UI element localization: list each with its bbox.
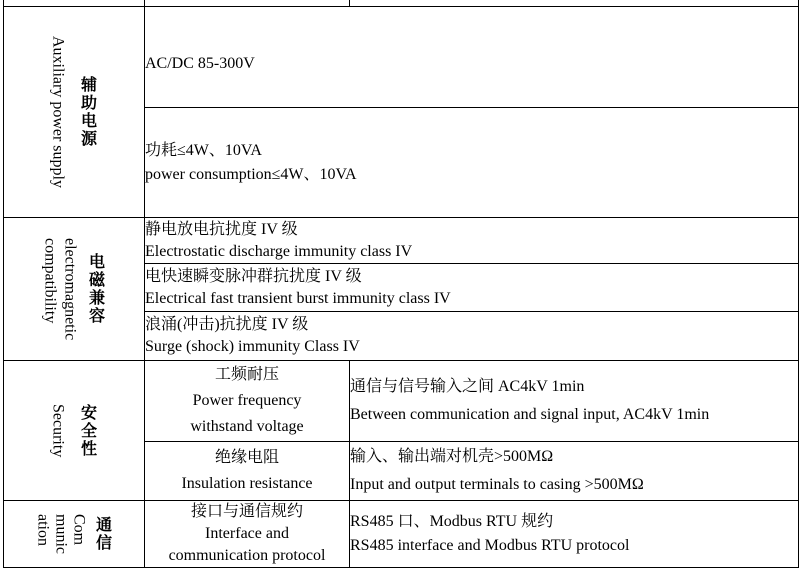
emc-label-en-line1: electromagnetic [61, 237, 79, 341]
communication-label-zh: 通信 [93, 516, 113, 552]
security-sub-1-en-line2: withstand voltage [190, 418, 304, 435]
aux-supply-range: AC/DC 85-300V [145, 55, 255, 72]
table-row-emc-1 [4, 218, 799, 264]
table-row-communication [4, 501, 799, 568]
emc-item-1-zh: 静电放电抗扰度 IV 级 [145, 220, 298, 238]
security-label-en: Security [49, 403, 67, 458]
aux-consumption-en: power consumption≤4W、10VA [145, 165, 357, 183]
comm-label-en-line3: ation [34, 514, 52, 546]
security-value-1-zh: 通信与信号输入之间 AC4kV 1min [350, 378, 585, 395]
table-row-security-1 [4, 361, 799, 442]
aux-power-label-zh: 辅助电源 [78, 76, 98, 148]
security-sub-1-zh: 工频耐压 [214, 366, 279, 383]
security-category [4, 361, 145, 501]
communication-sub-en-line2: communication protocol [168, 547, 326, 564]
communication-value-en: RS485 interface and Modbus RTU protocol [350, 537, 630, 554]
security-sub-1-en-line1: Power frequency [192, 392, 302, 409]
communication-value [350, 501, 799, 568]
comm-label-en-line2: munic [52, 514, 70, 554]
security-label-zh: 安全性 [78, 403, 98, 458]
emc-label-en-line2: compatibility [41, 237, 59, 324]
communication-value-zh: RS485 口、Modbus RTU 规约 [350, 513, 554, 530]
security-sub-2 [145, 442, 350, 501]
security-sub-2-en: Insulation resistance [181, 475, 313, 492]
aux-consumption-zh: 功耗≤4W、10VA [145, 141, 262, 159]
emc-item-2-en: Electrical fast transient burst immunity class IV [145, 289, 451, 307]
communication-sub-en-line1: Interface and [205, 525, 289, 542]
aux-supply-range-cell [145, 7, 799, 108]
communication-sub-zh: 接口与通信规约 [190, 503, 303, 520]
emc-item-2-zh: 电快速瞬变脉冲群抗扰度 IV 级 [145, 267, 362, 285]
aux-power-category [4, 7, 145, 218]
security-sub-2-zh: 绝缘电阻 [214, 449, 279, 466]
communication-category [4, 501, 145, 568]
security-value-2-en: Input and output terminals to casing >500MΩ [350, 476, 644, 493]
emc-item-1-en: Electrostatic discharge immunity class IV [145, 242, 413, 260]
security-sub-1 [145, 361, 350, 442]
emc-item-1 [145, 218, 799, 264]
security-value-1-en: Between communication and signal input, AC4kV 1min [350, 406, 710, 423]
emc-item-2 [145, 264, 799, 312]
security-value-2-zh: 输入、输出端对机壳>500MΩ [350, 448, 554, 465]
communication-sub [145, 501, 350, 568]
aux-power-label-en: Auxiliary power supply [49, 36, 67, 188]
emc-item-3-zh: 浪涌(冲击)抗扰度 IV 级 [145, 316, 309, 333]
table-row-aux-supply [4, 7, 799, 108]
security-value-2 [350, 442, 799, 501]
security-value-1 [350, 361, 799, 442]
aux-consumption-cell [145, 108, 799, 218]
comm-label-en-line1: Com [70, 514, 88, 546]
emc-item-3-en: Surge (shock) immunity Class IV [145, 338, 360, 355]
emc-category [4, 218, 145, 361]
spec-table [3, 0, 799, 568]
emc-item-3 [145, 312, 799, 361]
emc-label-zh: 电磁兼容 [86, 253, 106, 325]
